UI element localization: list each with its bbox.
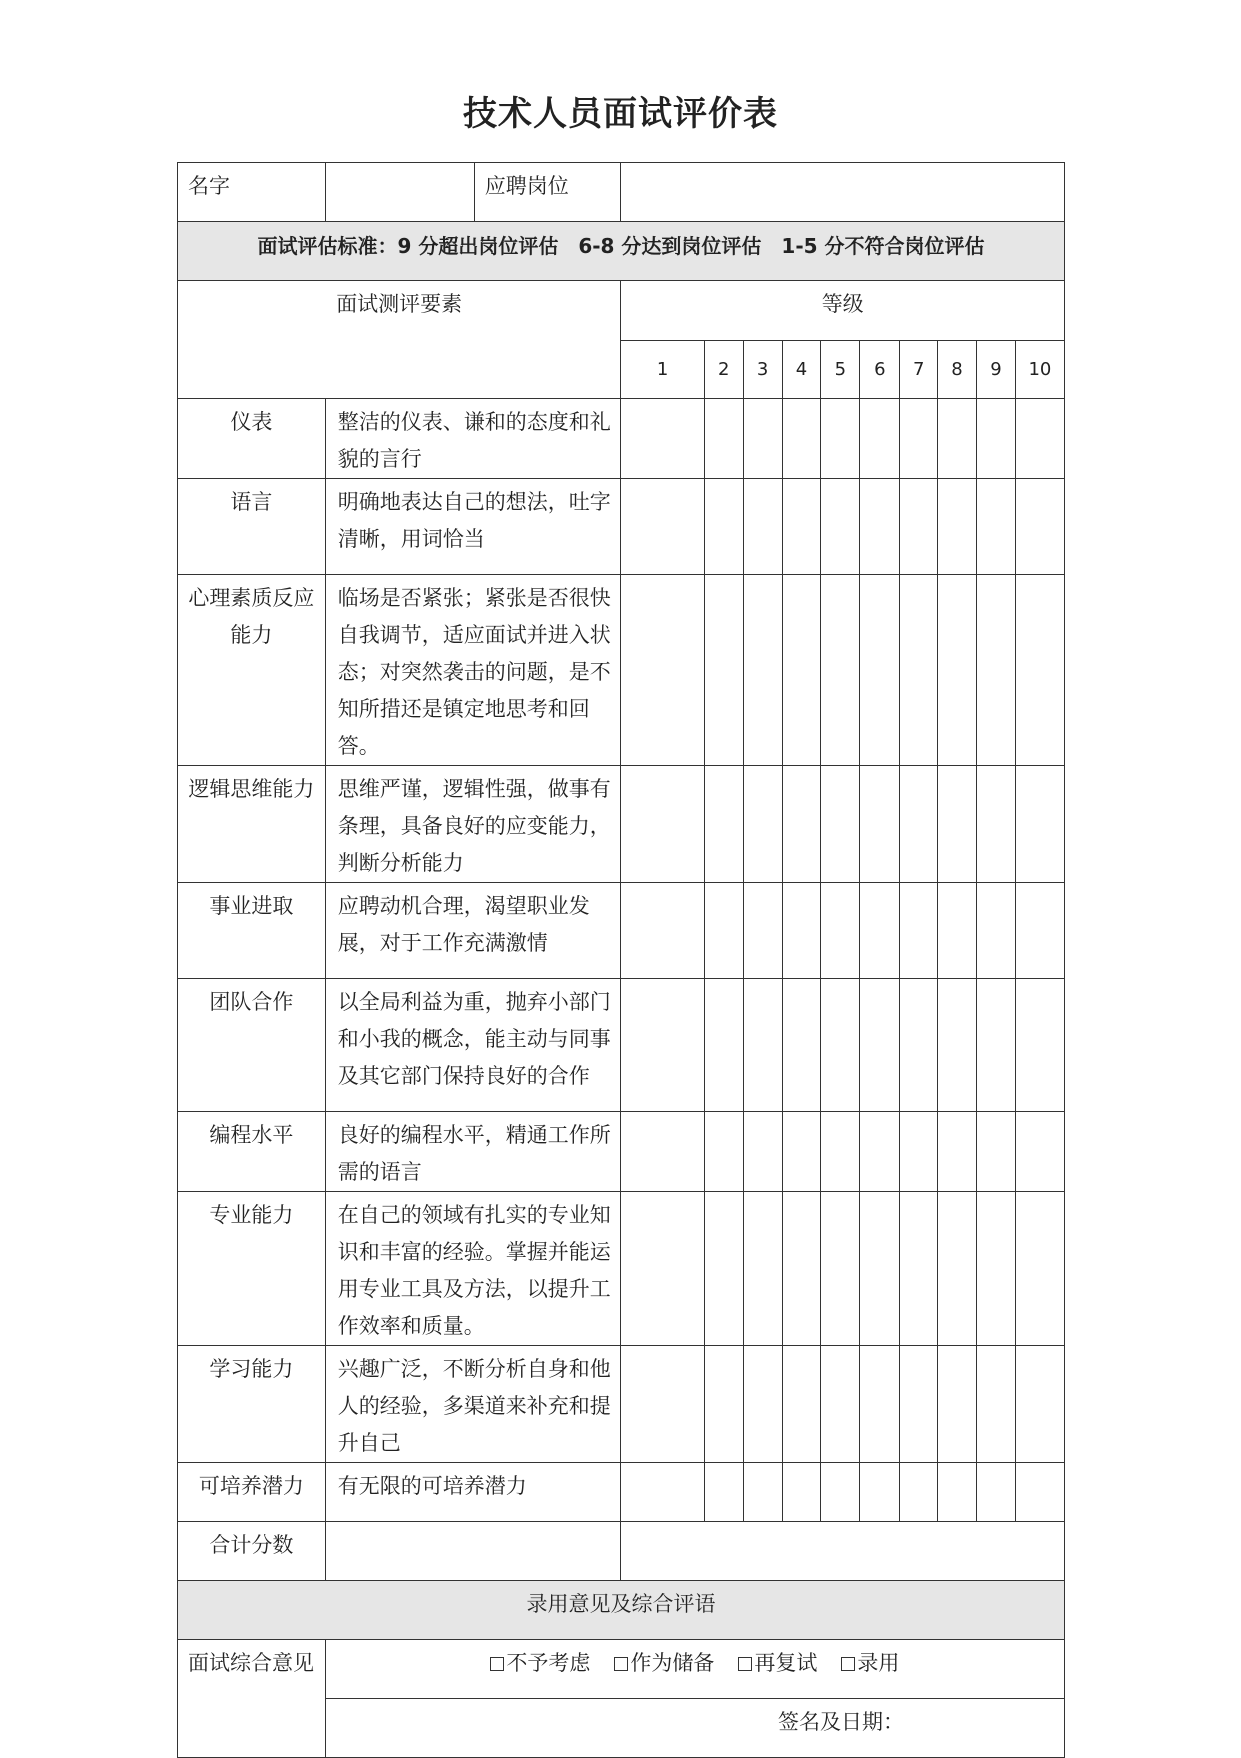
criteria-row [178,479,1065,575]
score-cell-8[interactable] [938,979,977,1112]
opinion-header-row [178,1581,1065,1640]
checkbox-icon[interactable] [738,1657,752,1671]
name-value-cell[interactable] [325,163,474,222]
score-cell-8[interactable] [938,1192,977,1346]
criteria-name: 团队合作 [178,979,326,1112]
total-score-cell[interactable] [621,1522,1065,1581]
score-cell-5[interactable] [821,883,860,979]
grade-8: 8 [938,341,977,399]
score-cell-2[interactable] [704,1346,743,1463]
score-cell-9[interactable] [976,883,1015,979]
score-cell-7[interactable] [900,479,938,575]
score-cell-10[interactable] [1015,1192,1064,1346]
criteria-name: 编程水平 [178,1112,326,1192]
score-cell-7[interactable] [900,1192,938,1346]
score-cell-9[interactable] [976,1192,1015,1346]
score-cell-8[interactable] [938,575,977,766]
score-cell-9[interactable] [976,766,1015,883]
score-cell-10[interactable] [1015,1346,1064,1463]
score-cell-1[interactable] [621,1463,704,1522]
total-label: 合计分数 [178,1522,326,1581]
grade-7: 7 [900,341,938,399]
score-cell-4[interactable] [782,1112,821,1192]
score-cell-10[interactable] [1015,883,1064,979]
opinion-options-row [178,1640,1065,1699]
score-cell-2[interactable] [704,1112,743,1192]
score-cell-1[interactable] [621,479,704,575]
score-cell-9[interactable] [976,1463,1015,1522]
score-cell-5[interactable] [821,1463,860,1522]
score-cell-5[interactable] [821,1346,860,1463]
score-cell-4[interactable] [782,399,821,479]
score-cell-9[interactable] [976,1112,1015,1192]
opinion-header: 录用意见及综合评语 [178,1581,1065,1640]
score-cell-6[interactable] [860,1463,900,1522]
grade-9: 9 [976,341,1015,399]
score-cell-2[interactable] [704,883,743,979]
score-cell-7[interactable] [900,399,938,479]
score-cell-3[interactable] [743,1463,782,1522]
score-cell-3[interactable] [743,479,782,575]
page-title: 技术人员面试评价表 [463,94,778,134]
score-cell-7[interactable] [900,883,938,979]
opinion-option-label: 不予考虑 [506,1651,591,1675]
criteria-row [178,766,1065,883]
score-cell-8[interactable] [938,479,977,575]
score-cell-5[interactable] [821,1112,860,1192]
opinion-option-label: 再复试 [754,1651,818,1675]
score-cell-10[interactable] [1015,479,1064,575]
opinion-option[interactable] [841,1651,899,1675]
opinion-label [178,1640,326,1758]
score-cell-6[interactable] [860,1192,900,1346]
checkbox-icon[interactable] [841,1657,855,1671]
score-cell-8[interactable] [938,399,977,479]
criteria-name: 事业进取 [178,883,326,979]
score-cell-9[interactable] [976,1346,1015,1463]
score-cell-9[interactable] [976,399,1015,479]
opinion-option[interactable] [738,1651,817,1675]
score-cell-4[interactable] [782,883,821,979]
criteria-name: 仪表 [178,399,326,479]
score-cell-3[interactable] [743,979,782,1112]
opinion-option[interactable] [490,1651,590,1675]
grade-header: 等级 [621,281,1065,341]
score-cell-4[interactable] [782,479,821,575]
score-cell-1[interactable] [621,1192,704,1346]
total-description-cell [325,1522,621,1581]
score-cell-7[interactable] [900,1463,938,1522]
criteria-row [178,399,1065,479]
header-row [178,163,1065,222]
score-cell-4[interactable] [782,1346,821,1463]
score-cell-7[interactable] [900,575,938,766]
opinion-option-label: 作为储备 [630,1651,715,1675]
grade-10: 10 [1015,341,1064,399]
score-cell-2[interactable] [704,1463,743,1522]
criteria-name: 专业能力 [178,1192,326,1346]
evaluation-standard: 面试评估标准：9 分超出岗位评估 6-8 分达到岗位评估 1-5 分不符合岗位评估 [178,222,1065,281]
score-cell-6[interactable] [860,883,900,979]
grade-3: 3 [743,341,782,399]
opinion-option[interactable] [614,1651,714,1675]
score-cell-10[interactable] [1015,1112,1064,1192]
criteria-description: 良好的编程水平，精通工作所需的语言 [325,1112,621,1192]
score-cell-6[interactable] [860,479,900,575]
criteria-row [178,1346,1065,1463]
score-cell-7[interactable] [900,979,938,1112]
score-cell-1[interactable] [621,766,704,883]
score-cell-10[interactable] [1015,979,1064,1112]
score-cell-9[interactable] [976,979,1015,1112]
criteria-description: 明确地表达自己的想法，吐字清晰，用词恰当 [325,479,621,575]
score-cell-3[interactable] [743,1192,782,1346]
score-cell-3[interactable] [743,575,782,766]
score-cell-2[interactable] [704,979,743,1112]
score-cell-1[interactable] [621,979,704,1112]
score-cell-6[interactable] [860,1112,900,1192]
score-cell-1[interactable] [621,883,704,979]
score-cell-4[interactable] [782,575,821,766]
score-cell-4[interactable] [782,766,821,883]
criteria-row [178,1112,1065,1192]
position-value-cell[interactable] [621,163,1065,222]
score-cell-8[interactable] [938,1463,977,1522]
grade-4: 4 [782,341,821,399]
factors-header: 面试测评要素 [178,281,621,399]
criteria-description: 以全局利益为重，抛弃小部门和小我的概念，能主动与同事及其它部门保持良好的合作 [325,979,621,1112]
score-cell-3[interactable] [743,766,782,883]
evaluation-table [177,162,1065,1758]
position-label: 应聘岗位 [474,163,621,222]
opinion-option-label: 录用 [857,1651,900,1675]
criteria-description: 思维严谨，逻辑性强，做事有条理，具备良好的应变能力，判断分析能力 [325,766,621,883]
criteria-row [178,883,1065,979]
score-cell-2[interactable] [704,479,743,575]
signature-label: 签名及日期： [778,1710,904,1734]
score-cell-6[interactable] [860,979,900,1112]
criteria-description: 有无限的可培养潜力 [325,1463,621,1522]
score-cell-5[interactable] [821,575,860,766]
score-cell-5[interactable] [821,979,860,1112]
criteria-description: 在自己的领域有扎实的专业知识和丰富的经验。掌握并能运用专业工具及方法，以提升工作效率和质量。 [325,1192,621,1346]
score-cell-4[interactable] [782,1463,821,1522]
score-cell-10[interactable] [1015,399,1064,479]
score-cell-1[interactable] [621,1112,704,1192]
score-cell-1[interactable] [621,1346,704,1463]
score-cell-2[interactable] [704,1192,743,1346]
score-cell-8[interactable] [938,766,977,883]
score-cell-3[interactable] [743,399,782,479]
score-cell-8[interactable] [938,1346,977,1463]
score-cell-4[interactable] [782,979,821,1112]
opinion-label-text: 面试综合意见 [188,1651,314,1675]
score-cell-8[interactable] [938,883,977,979]
total-row [178,1522,1065,1581]
criteria-description: 临场是否紧张；紧张是否很快自我调节，适应面试并进入状态；对突然袭击的问题，是不知所措还是镇定地思考和回答。 [325,575,621,766]
score-cell-3[interactable] [743,1112,782,1192]
criteria-name: 语言 [178,479,326,575]
grade-6: 6 [860,341,900,399]
criteria-name: 学习能力 [178,1346,326,1463]
score-cell-6[interactable] [860,575,900,766]
checkbox-icon[interactable] [490,1657,504,1671]
score-cell-7[interactable] [900,1112,938,1192]
opinion-options [325,1640,1064,1699]
criteria-description: 兴趣广泛，不断分析自身和他人的经验，多渠道来补充和提升自己 [325,1346,621,1463]
criteria-list [178,399,1065,1522]
grade-1: 1 [621,341,704,399]
criteria-name: 逻辑思维能力 [178,766,326,883]
checkbox-icon[interactable] [614,1657,628,1671]
criteria-name: 心理素质反应能力 [178,575,326,766]
score-cell-9[interactable] [976,479,1015,575]
score-cell-5[interactable] [821,479,860,575]
column-header-row [178,281,1065,341]
grade-2: 2 [704,341,743,399]
score-cell-6[interactable] [860,1346,900,1463]
name-label: 名字 [178,163,326,222]
score-cell-1[interactable] [621,575,704,766]
score-cell-7[interactable] [900,766,938,883]
criteria-description: 整洁的仪表、谦和的态度和礼貌的言行 [325,399,621,479]
score-cell-10[interactable] [1015,766,1064,883]
score-cell-2[interactable] [704,575,743,766]
score-cell-10[interactable] [1015,575,1064,766]
score-cell-1[interactable] [621,399,704,479]
score-cell-5[interactable] [821,399,860,479]
score-cell-4[interactable] [782,1192,821,1346]
criteria-row [178,979,1065,1112]
score-cell-6[interactable] [860,399,900,479]
grade-5: 5 [821,341,860,399]
criteria-row [178,1463,1065,1522]
score-cell-9[interactable] [976,575,1015,766]
score-cell-5[interactable] [821,766,860,883]
criteria-name: 可培养潜力 [178,1463,326,1522]
score-cell-2[interactable] [704,766,743,883]
score-cell-6[interactable] [860,766,900,883]
standard-row [178,222,1065,281]
score-cell-8[interactable] [938,1112,977,1192]
signature-cell[interactable] [325,1699,1064,1758]
score-cell-7[interactable] [900,1346,938,1463]
score-cell-2[interactable] [704,399,743,479]
score-cell-3[interactable] [743,883,782,979]
score-cell-10[interactable] [1015,1463,1064,1522]
score-cell-5[interactable] [821,1192,860,1346]
criteria-description: 应聘动机合理，渴望职业发展，对于工作充满激情 [325,883,621,979]
score-cell-3[interactable] [743,1346,782,1463]
criteria-row [178,575,1065,766]
criteria-row [178,1192,1065,1346]
